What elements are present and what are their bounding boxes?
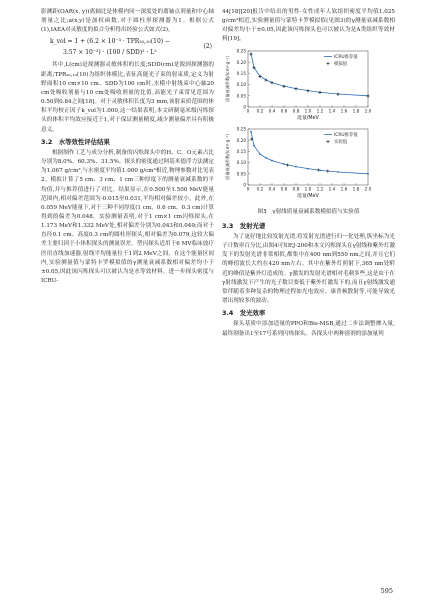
x-tick-label: 1.8 — [352, 186, 360, 192]
y-tick-label: 0.05 — [236, 171, 246, 177]
x-tick-label: 1.0 — [304, 108, 312, 114]
data-point — [283, 163, 285, 165]
legend-swatch — [326, 62, 329, 65]
x-tick-label: 1.8 — [352, 108, 360, 114]
y-tick-label: 0.10 — [236, 81, 246, 87]
y-tick-label: 0 — [243, 182, 246, 188]
data-point — [286, 163, 289, 166]
x-axis-label: 能量/MeV — [297, 115, 319, 121]
x-tick-label: 0.4 — [268, 186, 276, 192]
legend-label: 实验值 — [334, 139, 348, 145]
paragraph-left-2: 其中,L(cm)是探测器灵敏体积的长度;SDD(cm)是源到探测器的距离;TPR₂₀,₁₀(10)为组织体模比,表征高能光子束的射束质,定义为射野面积10 cm×10 cm、SDD为100 cm时,水模中射线束中心轴20 cm处吸收剂量与10 cm处吸收剂量的比值,高能光子束常见范围为0.50到0.84之间[18]。对于灵敏体积长度为3 mm,该射束质范围的体积平均校正因子k_vol为1.000,这一结果表明,本文研制毫米级闪烁探头的体积平均效应接近于1,对于保证测量精度,减少测量偏差具有积极意义。 — [41, 62, 214, 133]
x-tick-label: 0 — [246, 108, 250, 114]
data-point — [250, 130, 252, 132]
paragraph-right-2: 为了更好地比较发射光谱,将发射光谱进行归一化处理,纵坐标为光子计数率百分比,由图4可知EJ-200和本文闪烁探头在γ射线和紫外灯激发下的发射光谱非常相似,都集中在400 nm到550 nm之间,并且它们的峰值波长大约在420 nm左右。其中在紫外灯照射下,365 nm处附近的峰值是紫外灯造成的。γ激发的发射光谱相对毛刺多些,这是由于在γ射线激发下产生的光子数目要低于紫外灯激发下的,而且γ射线激发通常伴随着多种复杂的物理过程如光电效应、康普顿散射等,可能导致光谱出现较多的波动。 — [222, 233, 396, 305]
x-tick-label: 1.2 — [316, 108, 324, 114]
data-point — [326, 169, 329, 172]
x-tick-label: 0.2 — [256, 186, 264, 192]
data-point — [265, 157, 267, 159]
data-point — [317, 168, 320, 171]
x-tick-label: 1.6 — [340, 186, 348, 192]
data-point — [258, 75, 261, 78]
equation-number: (2) — [203, 43, 212, 51]
data-point — [307, 167, 309, 169]
legend-label: 模拟值 — [334, 61, 348, 67]
x-tick-label: 0.6 — [280, 186, 288, 192]
data-point — [271, 159, 273, 161]
y-tick-label: 0 — [243, 104, 246, 110]
x-tick-label: 2.0 — [364, 186, 372, 192]
equation-line-2: 3.57 × 10⁻³) · (100 / SDD)² · L² — [63, 49, 157, 57]
y-tick-label: 0.10 — [236, 159, 246, 165]
y-axis-label: 质量衰减系数/(cm²·g⁻¹) — [225, 55, 230, 102]
x-tick-label: 0.4 — [268, 108, 276, 114]
figure-3 — [222, 47, 395, 205]
x-tick-label: 0 — [246, 186, 250, 192]
x-tick-label: 1.6 — [340, 108, 348, 114]
x-tick-label: 0.8 — [292, 186, 300, 192]
x-tick-label: 0.6 — [280, 108, 288, 114]
y-tick-label: 0.25 — [236, 126, 246, 132]
data-point — [318, 90, 321, 93]
section-heading-3-2: 3.2 水等效性评估结果 — [41, 137, 110, 146]
right-column — [222, 8, 395, 339]
chart-panel-1 — [224, 48, 372, 120]
y-tick-label: 0.20 — [236, 137, 246, 143]
x-tick-label: 0.8 — [292, 108, 300, 114]
x-tick-label: 0.2 — [256, 108, 264, 114]
equation-2 — [41, 36, 214, 60]
figure-caption: 图3 γ射线质量衰减系数模拟值与实验值 — [257, 208, 360, 215]
data-point — [336, 92, 339, 95]
data-point — [306, 89, 309, 92]
y-tick-label: 0.05 — [236, 93, 246, 99]
x-axis-label: 能量/MeV — [297, 193, 319, 199]
x-tick-label: 1.0 — [304, 186, 312, 192]
page-number: 595 — [380, 587, 393, 595]
data-point — [294, 87, 297, 90]
y-tick-label: 0.20 — [236, 59, 246, 65]
legend-label: ICRU推荐值 — [334, 54, 358, 60]
paragraph-left-1: 影测距(OAR(x, y))离轴比是体模内同一深度处的离轴点剂量和中心轴剂量之比;a(x,y)是加权函数,对于圆柱形探测器为1。根据公式(1),IAEA对灵敏度的拟合分析得出经验公式如式(2)。 — [41, 9, 214, 34]
x-tick-label: 2.0 — [364, 108, 372, 114]
section-heading-3-3: 3.3 发射光谱 — [222, 221, 266, 230]
section-heading-3-4: 3.4 发光效率 — [222, 309, 266, 318]
paragraph-right-1: 44[18][20]报告中给出的男性-女性成年人软组织密度平均值1.025 g/cm³相近,实验测量值与蒙特卡罗模拟值(见图3)的γ测量衰减系数相对偏差均小于±0.05,因此该闪烁探头也可以被认为是A类组织等效材料[19]。 — [222, 9, 395, 43]
series-1 — [250, 52, 369, 96]
y-tick-label: 0.25 — [236, 48, 246, 54]
data-point — [367, 173, 369, 175]
data-point — [366, 94, 369, 97]
x-tick-label: 1.4 — [328, 108, 336, 114]
data-point — [253, 144, 255, 146]
left-column — [41, 8, 214, 286]
x-tick-label: 1.4 — [328, 186, 336, 192]
paragraph-left-3: 根据制作工艺与成分分析,制备的闪烁探头中的H、C、O元素占比分别为8.0%、60.3%、31.5%。探头的密度通过阿基米德浮力法测定为1.067 g/cm³,与水密度平均值1.000 g/cm³相近,物理参数对比见表2。模拟计算了5 cm、3 cm、1 cm三种厚度下的测量衰减系数的平均值,并与推荐值进行了对比。结果显示,在0.500至1.500 MeV能量范围内,相对偏差范围为-0.015至0.031,平均相对偏差较小。此外,在0.059 MeV能量下,对于三种不同厚度(1 cm、0.6 cm、0.3 cm)计算得到的偏差为0.048。实验测量表明,对于1 cm×1 cm闪烁探头,在1.173 MeV和1.332 MeV处,相对偏差分别为0.043和0.049;而对于直径0.1 cm、高度0.3 cm的圆柱形探头,相对偏差为0.079,这较大偏差主要归因于小体积探头的测量误差。塑闪探头适用于6 MV临床放疗医用直线加速器,射线平均能量位于1到2 MeV之间。在这个能量区间内,实验测量值与蒙特卡罗模拟值的γ测量衰减系数相对偏差均小于±0.05,因此该闪烁探头可以被认为是水等效材料。进一步探头密度与ICRU- — [41, 149, 214, 285]
series-line — [251, 53, 368, 95]
y-axis-label: 质量衰减系数/(cm²·g⁻¹) — [225, 133, 230, 180]
figure-3-svg — [222, 47, 395, 205]
data-point — [295, 165, 297, 167]
data-point — [337, 171, 339, 173]
legend-swatch — [326, 140, 329, 143]
data-point — [249, 52, 252, 55]
series-line — [251, 131, 368, 173]
series-1 — [250, 130, 369, 174]
equation-line-1: k_vol = 1 + (6.2 × 10⁻³ · TPR₂₀,₁₀(10) − — [50, 38, 171, 46]
legend-label: ICRU推荐值 — [334, 132, 358, 138]
data-point — [282, 84, 285, 87]
paragraph-right-3: 探头基质中添加适量的PPO和Bis-MSB,通过二步法调整掺入量,最终制备出1至17号系列闪烁探头。各探头中两种溶剂的添加量列 — [222, 321, 395, 337]
data-point — [259, 153, 261, 155]
x-tick-label: 1.2 — [316, 186, 324, 192]
y-tick-label: 0.15 — [236, 70, 246, 76]
chart-panel-2 — [224, 126, 372, 198]
y-tick-label: 0.15 — [236, 148, 246, 154]
